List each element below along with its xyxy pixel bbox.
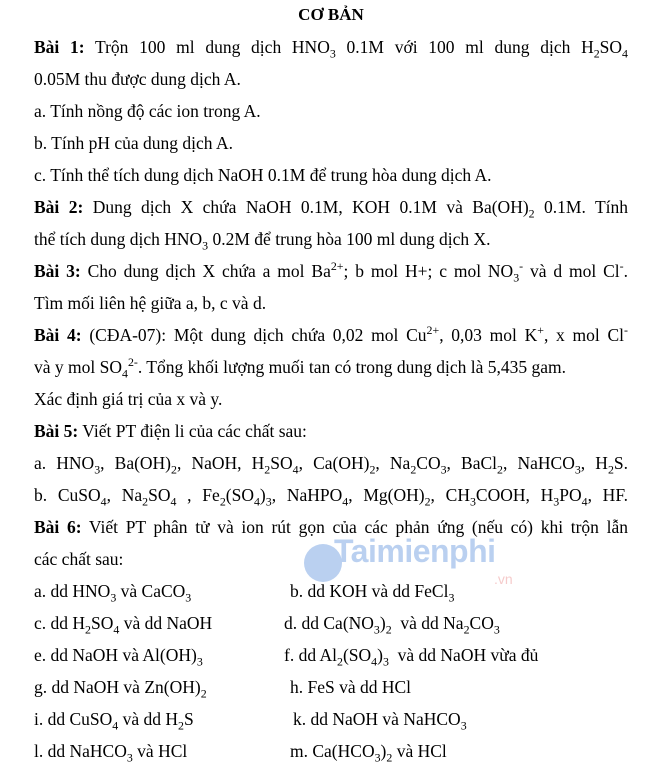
document-page — [34, 4, 628, 772]
exercise-1b: b. Tính pH của dung dịch A. — [34, 133, 233, 153]
exercise-1-cont: 0.05M thu được dung dịch A. — [34, 69, 241, 89]
exercise-3-cont: Tìm mối liên hệ giữa a, b, c và d. — [34, 293, 267, 313]
exercise-4-cont2: Xác định giá trị của x và y. — [34, 389, 223, 409]
list-item: c. dd $H_2SO_4$ và dd NaOH — [34, 613, 213, 637]
exercise-6-cont: các chất sau: — [34, 549, 124, 569]
list-item: f. dd $Al_2(SO_4)_3$ và dd NaOH vừa đủ — [284, 645, 539, 669]
exercise-2: Bài 2: Dung dịch X chứa NaOH 0.1M, KOH 0.1M và $Ba(OH)_2$ 0.1M. Tính — [34, 197, 629, 221]
exercise-1a: a. Tính nồng độ các ion trong A. — [34, 101, 261, 121]
watermark-text: Taimienphi — [334, 533, 496, 569]
list-item: d. dd $Ca(NO_3)_2$ và dd $Na_2CO_3$ — [284, 613, 500, 637]
page-title: CƠ BẢN — [298, 5, 364, 24]
exercise-6-row — [34, 644, 628, 669]
exercise-label: Bài 5: — [34, 421, 79, 441]
exercise-6-row — [34, 676, 628, 701]
exercise-4: Bài 4: (CĐA-07): Một dung dịch chứa 0,02 mol $Cu^{2+}$, 0,03 mol K+, x mol Cl- — [34, 323, 628, 345]
exercise-3: Bài 3: Cho dung dịch X chứa a mol $Ba^{2+}$; b mol H+; c mol $NO_3^-$ và d mol Cl-. — [34, 259, 628, 285]
exercise-6: Bài 6: Viết PT phân tử và ion rút gọn của các phản ứng (nếu có) khi trộn lẫn — [34, 517, 628, 537]
exercise-label: Bài 1: — [34, 37, 85, 57]
exercise-5b: b. CuSO$_4$, $Na_2SO_4$ , $Fe_2(SO_4)_3$, NaHPO$_4$, $Mg(OH)_2$, $CH_3COOH$, $H_3PO_4$, HF. — [34, 485, 629, 509]
exercise-5: Bài 5: Viết PT điện li của các chất sau: — [34, 421, 307, 441]
list-item: g. dd NaOH và $Zn(OH)_2$ — [34, 677, 207, 701]
list-item: b. dd KOH và dd FeCl$_3$ — [290, 581, 455, 605]
exercise-1: Bài 1: Trộn 100 ml dung dịch $HNO_3$ 0.1M với 100 ml dung dịch $H_2SO_4$ — [34, 37, 628, 61]
list-item: i. dd CuSO$_4$ và dd $H_2S$ — [34, 709, 194, 733]
exercise-label: Bài 3: — [34, 261, 81, 281]
exercise-1c: c. Tính thể tích dung dịch NaOH 0.1M để trung hòa dung dịch A. — [34, 165, 492, 185]
exercise-label: Bài 6: — [34, 517, 82, 537]
exercise-label: Bài 4: — [34, 325, 82, 345]
exercise-4-cont: và y mol $SO_4^{2-}$. Tổng khối lượng muối tan có trong dung dịch là 5,435 gam. — [34, 355, 567, 381]
watermark-suffix: .vn — [494, 571, 513, 587]
list-item: m. $Ca(HCO_3)_2$ và HCl — [290, 741, 447, 765]
exercise-5a: a. $HNO_3$, $Ba(OH)_2$, NaOH, $H_2SO_4$, $Ca(OH)_2$, $Na_2CO_3$, BaCl$_2$, NaHCO$_3$, $H_2S$. — [34, 453, 628, 477]
exercise-6-row — [34, 612, 628, 637]
exercise-2-cont: thể tích dung dịch $HNO_3$ 0.2M để trung hòa 100 ml dung dịch X. — [34, 229, 491, 253]
list-item: h. FeS và dd HCl — [290, 677, 412, 697]
list-item: a. dd $HNO_3$ và CaCO$_3$ — [34, 581, 192, 605]
list-item: k. dd NaOH và NaHCO$_3$ — [293, 709, 467, 733]
exercise-label: Bài 2: — [34, 197, 84, 217]
list-item: l. dd NaHCO$_3$ và HCl — [34, 741, 188, 765]
list-item: e. dd NaOH và $Al(OH)_3$ — [34, 645, 203, 669]
exercise-6-row — [34, 708, 628, 733]
exercise-6-row — [34, 580, 628, 605]
exercise-6-row — [34, 740, 628, 765]
